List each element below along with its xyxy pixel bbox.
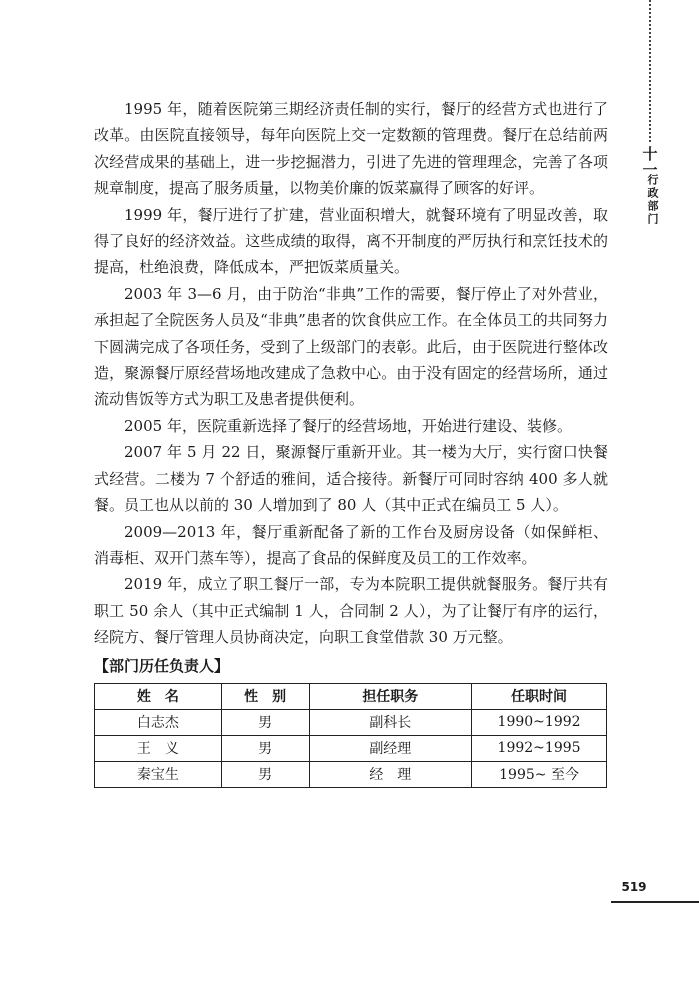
cell-position: 副科长 <box>309 709 472 735</box>
paragraph-1999: 1999 年，餐厅进行了扩建，营业面积增大，就餐环境有了明显改善，取得了良好的经济效益。这些成绩的取得，离不开制度的严厉执行和烹饪技术的提高，杜绝浪费，降低成本，严把饭菜质量关。 <box>94 205 608 277</box>
side-dotted-rule <box>649 0 651 142</box>
cell-term: 1990~1992 <box>472 709 607 735</box>
page-number: 519 <box>621 880 647 894</box>
chapter-number: 十一 <box>642 145 658 179</box>
cell-name: 王 义 <box>95 735 222 761</box>
page-content <box>94 96 608 788</box>
paragraph-2003: 2003 年 3—6 月，由于防治“非典”工作的需要，餐厅停止了对外营业，承担起了全院医务人员及“非典”患者的饮食供应工作。在全体员工的共同努力下圆满完成了各项任务，受到了上级部门的表彰。此后，由于医院进行整体改造，聚源餐厅原经营场地改建成了急救中心。由于没有固定的经营场所，通过流动售饭等方式为职工及患者提供便利。 <box>94 284 608 409</box>
table-row <box>95 735 607 761</box>
header-term: 任职时间 <box>472 683 607 709</box>
paragraph-2005: 2005 年，医院重新选择了餐厅的经营场地，开始进行建设、装修。 <box>124 416 572 435</box>
cell-position: 经 理 <box>309 761 472 787</box>
paragraph-2009: 2009—2013 年，餐厅重新配备了新的工作台及厨房设备（如保鲜柜、消毒柜、双开门蒸车等），提高了食品的保鲜度及员工的工作效率。 <box>94 522 608 567</box>
table-header-row <box>95 683 607 709</box>
cell-name: 白志杰 <box>95 709 222 735</box>
paragraph-2007: 2007 年 5 月 22 日，聚源餐厅重新开业。其一楼为大厅，实行窗口快餐式经营。二楼为 7 个舒适的雅间，适合接待。新餐厅可同时容纳 400 多人就餐。员工也从以前的 30 人增加到了 80 人（其中正式在编员工 5 人）。 <box>94 443 608 515</box>
cell-term: 1995~ 至今 <box>472 761 607 787</box>
section-title: 【部门历任负责人】 <box>94 656 230 675</box>
cell-gender: 男 <box>221 761 309 787</box>
cell-gender: 男 <box>221 709 309 735</box>
table-row <box>95 709 607 735</box>
cell-position: 副经理 <box>309 735 472 761</box>
table-row <box>95 761 607 787</box>
paragraph-2019: 2019 年，成立了职工餐厅一部，专为本院职工提供就餐服务。餐厅共有职工 50 余人（其中正式编制 1 人，合同制 2 人），为了让餐厅有序的运行，经院方、餐厅管理人员协商决定，向职工食堂借款 30 万元整。 <box>94 575 608 647</box>
cell-term: 1992~1995 <box>472 735 607 761</box>
header-gender: 性 别 <box>221 683 309 709</box>
chapter-title: 行政部门 <box>646 174 659 226</box>
header-position: 担任职务 <box>309 683 472 709</box>
footer-rule <box>611 901 699 903</box>
paragraph-1995: 1995 年，随着医院第三期经济责任制的实行，餐厅的经营方式也进行了改革。由医院直接领导，每年向医院上交一定数额的管理费。餐厅在总结前两次经营成果的基础上，进一步挖掘潜力，引进了先进的管理理念，完善了各项规章制度，提高了服务质量，以物美价廉的饭菜赢得了顾客的好评。 <box>94 100 608 198</box>
cell-name: 秦宝生 <box>95 761 222 787</box>
header-name: 姓 名 <box>95 683 222 709</box>
leaders-table <box>94 683 607 788</box>
cell-gender: 男 <box>221 735 309 761</box>
